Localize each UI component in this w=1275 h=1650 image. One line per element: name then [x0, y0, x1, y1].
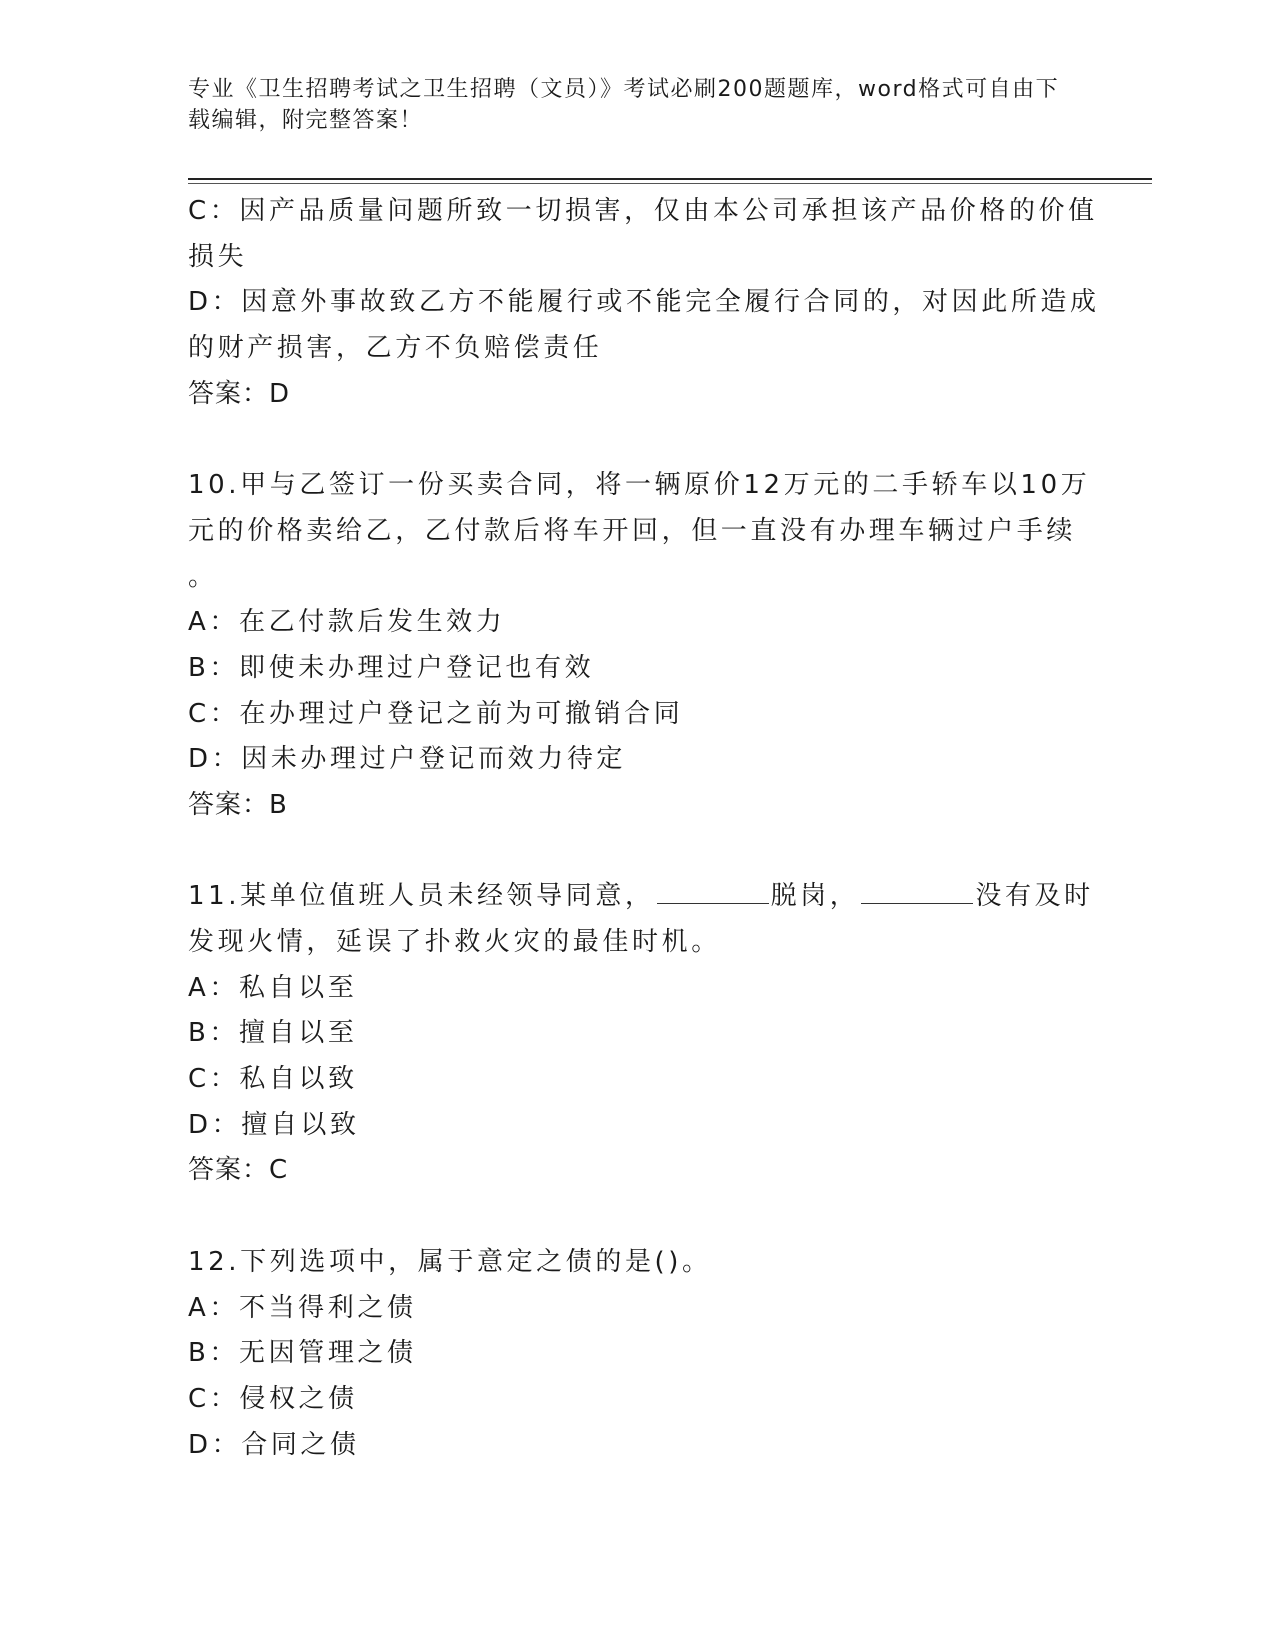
q10-option-a: A：在乙付款后发生效力: [188, 607, 506, 638]
q11-option-c: C：私自以致: [188, 1064, 358, 1095]
q11-stem-part-2: 脱岗，: [770, 881, 860, 912]
q12-option-a: A：不当得利之债: [188, 1292, 417, 1323]
header-divider-thick: [188, 178, 1152, 180]
q11-stem-line-2: 发现火情，延误了扑救火灾的最佳时机。: [188, 927, 721, 957]
q12-option-c: C：侵权之债: [188, 1383, 358, 1414]
q11-option-b: B：擅自以至: [188, 1018, 358, 1049]
q10-option-c: C：在办理过户登记之前为可撤销合同: [188, 698, 684, 729]
fill-in-blank-2: [861, 875, 973, 904]
q9-option-d-continued: 的财产损害，乙方不负赔偿责任: [188, 333, 603, 364]
q12-option-b: B：无因管理之债: [188, 1338, 417, 1369]
q10-stem-line-1: 10.甲与乙签订一份买卖合同，将一辆原价12万元的二手轿车以10万: [188, 470, 1091, 501]
q12-stem: 12.下列选项中，属于意定之债的是()。: [188, 1246, 712, 1277]
q10-option-d: D：因未办理过户登记而效力待定: [188, 744, 627, 775]
spacer: [188, 417, 1088, 463]
q10-answer: 答案：B: [188, 789, 288, 820]
q9-option-c: C：因产品质量问题所致一切损害，仅由本公司承担该产品价格的价值: [188, 196, 1098, 226]
question-content: [188, 189, 1100, 1468]
q11-option-a: A：私自以至: [188, 972, 358, 1003]
q11-stem-part-1: 11.某单位值班人员未经领导同意，: [188, 881, 655, 912]
q10-stem-line-3: 。: [188, 561, 218, 592]
q11-answer: 答案：C: [188, 1155, 289, 1186]
q11-stem-line-1: [188, 874, 1094, 920]
q11-option-d: D：擅自以致: [188, 1109, 360, 1140]
fill-in-blank-1: [657, 875, 769, 904]
document-header: 专业《卫生招聘考试之卫生招聘（文员）》考试必刷200题题库，word格式可自由下载编辑，附完整答案！: [188, 77, 1060, 133]
spacer: [188, 829, 1088, 875]
header-divider-thin: [188, 183, 1152, 184]
q9-answer: 答案：D: [188, 378, 291, 409]
q10-option-b: B：即使未办理过户登记也有效: [188, 652, 595, 683]
q10-stem-line-2: 元的价格卖给乙，乙付款后将车开回，但一直没有办理车辆过户手续: [188, 515, 1077, 546]
q9-option-d: D：因意外事故致乙方不能履行或不能完全履行合同的，对因此所造成: [188, 287, 1100, 318]
q11-stem-part-3: 没有及时: [975, 881, 1094, 912]
q9-option-c-continued: 损失: [188, 241, 248, 272]
spacer: [188, 1194, 1088, 1240]
q12-option-d: D：合同之债: [188, 1429, 360, 1460]
